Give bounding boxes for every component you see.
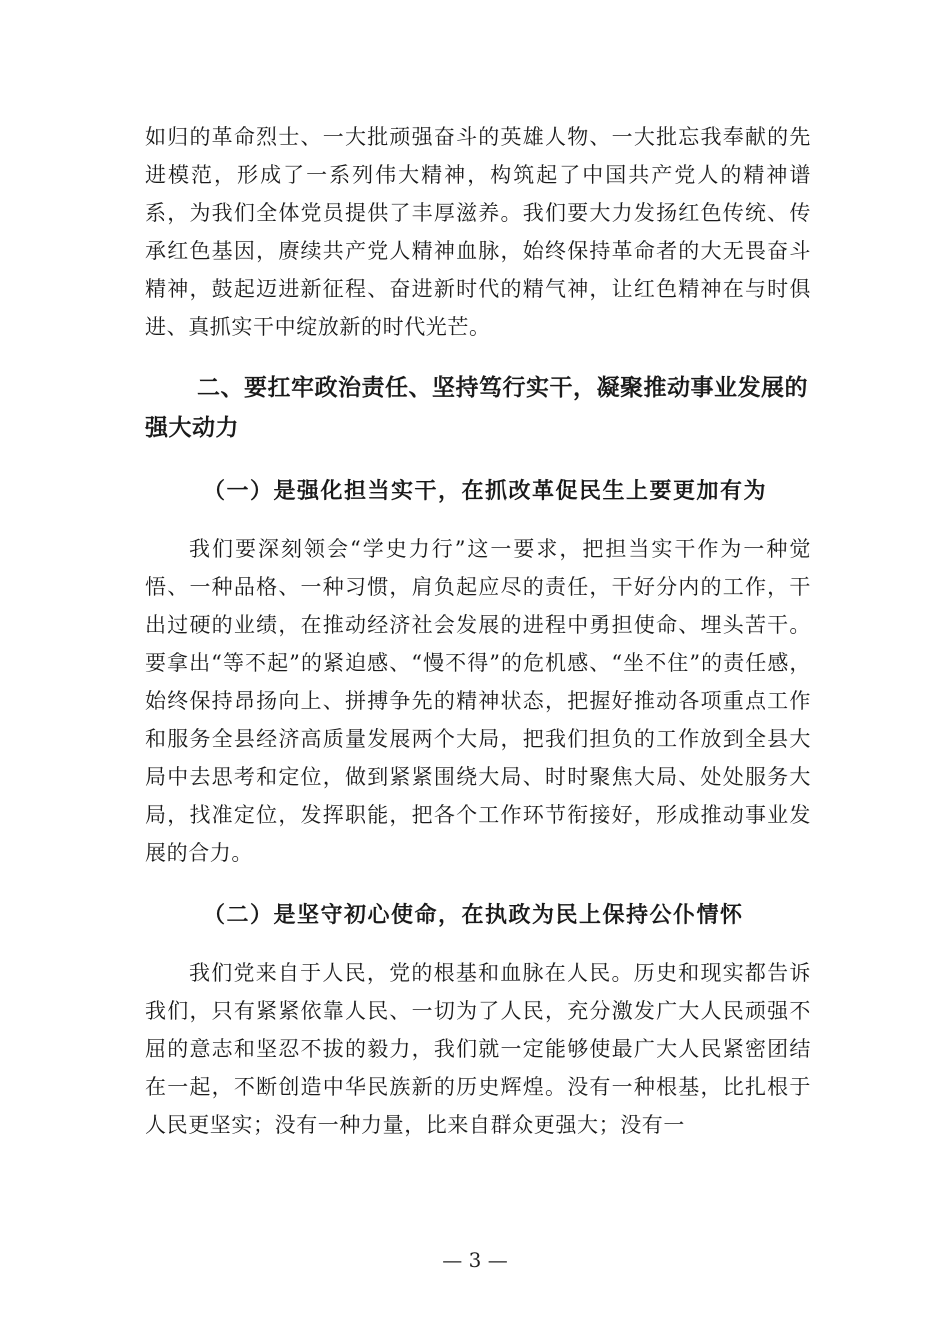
subsection-heading: （一）是强化担当实干，在抓改革促民生上要更加有为 (203, 479, 768, 504)
section-heading: 二、要扛牢政治责任、坚持笃行实干，凝聚推动事业发展的强大动力 (145, 375, 808, 441)
body-paragraph: 我们要深刻领会“学史力行”这一要求，把担当实干作为一种觉悟、一种品格、一种习惯，肩负起应尽的责任，干好分内的工作，干出过硬的业绩，在推动经济社会发展的进程中勇担使命、埋头苦干。要拿出“等不起”的紧迫感、“慢不得”的危机感、“坐不住”的责任感，始终保持昂扬向上、拼搏争先的精神状态，把握好推动各项重点工作和服务全县经济高质量发展两个大局，把我们担负的工作放到全县大局中去思考和定位，做到紧紧围绕大局、时时聚焦大局、处处服务大局，找准定位，发挥职能，把各个工作环节衔接好，形成推动事业发展的合力。 (145, 537, 811, 865)
subsection-heading: （二）是坚守初心使命，在执政为民上保持公仆情怀 (203, 903, 744, 928)
body-paragraph: 如归的革命烈士、一大批顽强奋斗的英雄人物、一大批忘我奉献的先进模范，形成了一系列伟大精神，构筑起了中国共产党人的精神谱系，为我们全体党员提供了丰厚滋养。我们要大力发扬红色传统、传承红色基因，赓续共产党人精神血脉，始终保持革命者的大无畏奋斗精神，鼓起迈进新征程、奋进新时代的精气神，让红色精神在与时俱进、真抓实干中绽放新的时代光芒。 (145, 125, 811, 339)
document-body (145, 118, 811, 1144)
body-paragraph: 我们党来自于人民，党的根基和血脉在人民。历史和现实都告诉我们，只有紧紧依靠人民、一切为了人民，充分激发广大人民顽强不屈的意志和坚忍不拔的毅力，我们就一定能够使最广大人民紧密团结在一起，不断创造中华民族新的历史辉煌。没有一种根基，比扎根于人民更坚实；没有一种力量，比来自群众更强大；没有一 (145, 961, 811, 1137)
page-number: — 3 — (442, 1248, 508, 1272)
